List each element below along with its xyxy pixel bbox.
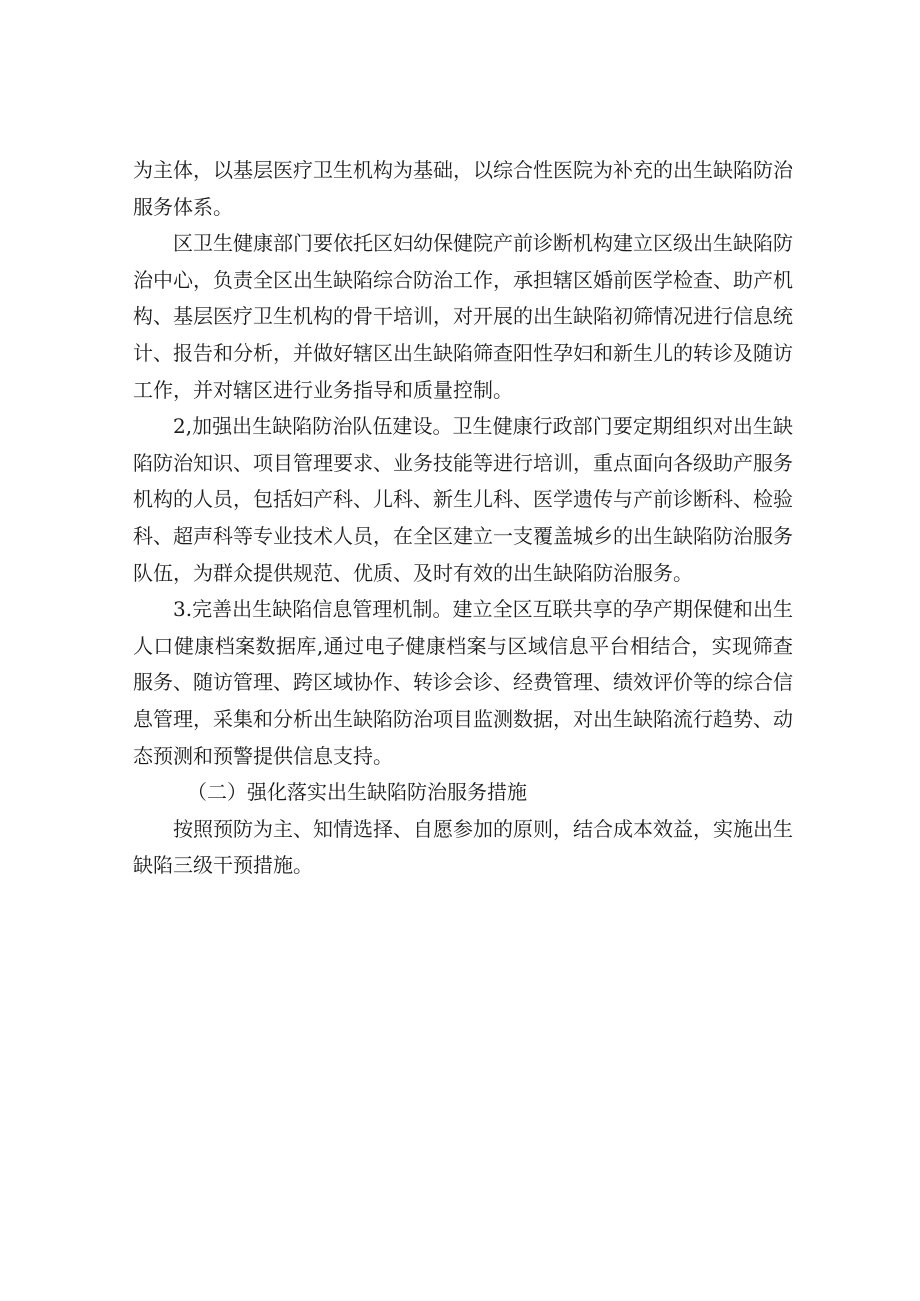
paragraph-intervention-measures: 按照预防为主、知情选择、自愿参加的原则，结合成本效益，实施出生缺陷三级干预措施。: [133, 816, 793, 878]
paragraph-continuation: 为主体，以基层医疗卫生机构为基础，以综合性医院为补充的出生缺陷防治服务体系。: [133, 158, 793, 219]
document-body: [133, 152, 793, 884]
paragraph-district-center: 区卫生健康部门要依托区妇幼保健院产前诊断机构建立区级出生缺陷防治中心，负责全区出生缺陷综合防治工作，承担辖区婚前医学检查、助产机构、基层医疗卫生机构的骨干培训，对开展的出生缺陷初筛情况进行信息统计、报告和分析，并做好辖区出生缺陷筛查阳性孕妇和新生儿的转诊及随访工作，并对辖区进行业务指导和质量控制。: [133, 231, 793, 402]
section-heading: （二）强化落实出生缺陷防治服务措施: [187, 780, 527, 805]
paragraph-information-management: 3.完善出生缺陷信息管理机制。建立全区互联共享的孕产期保健和出生人口健康档案数据库,通过电子健康档案与区域信息平台相结合，实现筛查服务、随访管理、跨区域协作、转诊会诊、经费管理、绩效评价等的综合信息管理，采集和分析出生缺陷防治项目监测数据，对出生缺陷流行趋势、动态预测和预警提供信息支持。: [133, 597, 793, 768]
paragraph-team-building: 2,加强出生缺陷防治队伍建设。卫生健康行政部门要定期组织对出生缺陷防治知识、项目管理要求、业务技能等进行培训，重点面向各级助产服务机构的人员，包括妇产科、儿科、新生儿科、医学遗传与产前诊断科、检验科、超声科等专业技术人员，在全区建立一支覆盖城乡的出生缺陷防治服务队伍，为群众提供规范、优质、及时有效的出生缺陷防治服务。: [133, 414, 793, 585]
